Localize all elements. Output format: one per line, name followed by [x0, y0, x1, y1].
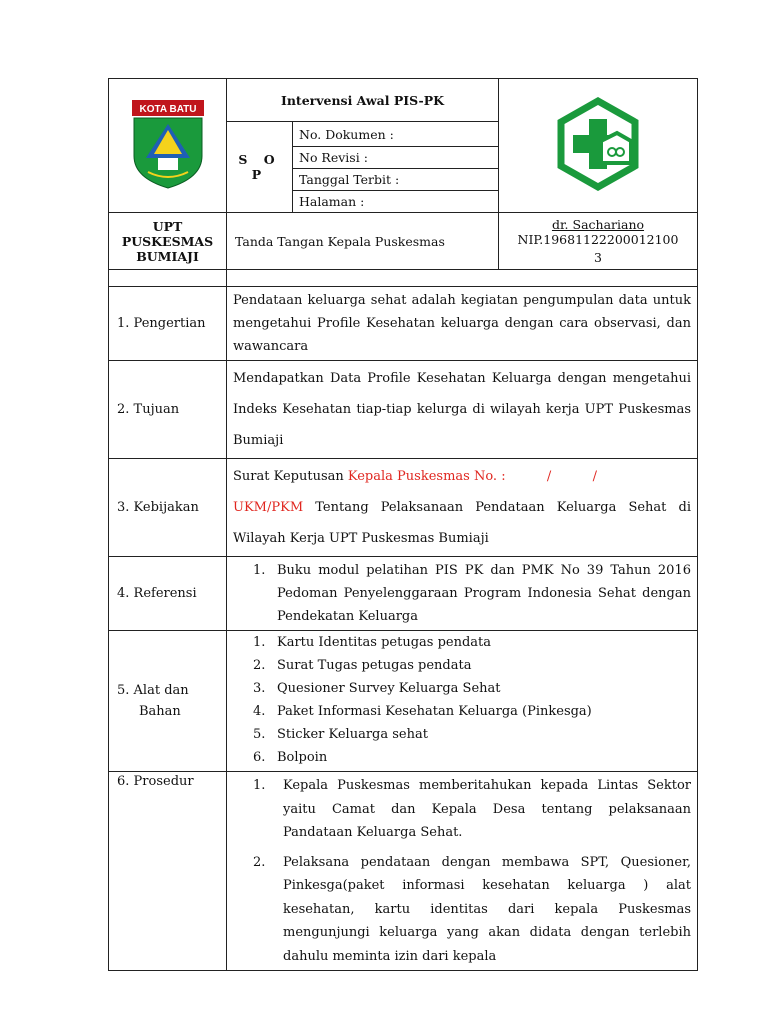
- section-text-referensi: [227, 557, 698, 631]
- puskesmas-cross-logo-icon: [551, 97, 645, 191]
- section-label-referensi: 4. Referensi: [109, 557, 227, 631]
- list-item-number: 4.: [253, 704, 266, 719]
- alat-label-line-2: Bahan: [139, 704, 181, 719]
- list-item-number: 1.: [253, 563, 266, 578]
- sop-label: S O P: [227, 122, 293, 213]
- kota-batu-logo-cell: [109, 79, 227, 213]
- list-item-text: Quesioner Survey Keluarga Sehat: [277, 681, 501, 696]
- section-label-pengertian: 1. Pengertian: [109, 287, 227, 361]
- signatory-nip: NIP.19681122200012100: [517, 232, 679, 247]
- unit-line: UPT: [152, 218, 183, 234]
- list-item: [233, 654, 691, 677]
- sop-table: [108, 78, 698, 971]
- list-item-text: Pelaksana pendataan dengan membawa SPT, Quesioner, Pinkesga(paket informasi kesehatan keluarga ) alat kesehatan, kartu identitas dari kepala Puskesmas mengunjungi keluarga yang akan didata dengan terlebih dahulu meminta izin dari kepala: [283, 854, 691, 964]
- list-item-text: Sticker Keluarga sehat: [277, 727, 428, 742]
- meta-no-dokumen: No. Dokumen :: [293, 122, 499, 147]
- section-text-tujuan: Mendapatkan Data Profile Kesehatan Keluarga dengan mengetahui Indeks Kesehatan tiap-tiap kelurga di wilayah kerja UPT Puskesmas Bumiaji: [227, 361, 698, 459]
- spacer-cell: [227, 270, 698, 287]
- list-item: [233, 774, 691, 845]
- list-item-text: Kepala Puskesmas memberitahukan kepada Lintas Sektor yaitu Camat dan Kepala Desa tentang pelaksanaan Pandataan Keluarga Sehat.: [283, 778, 691, 840]
- sop-document: [108, 78, 697, 964]
- section-label-kebijakan: 3. Kebijakan: [109, 459, 227, 557]
- kebijakan-text-a: Surat Keputusan: [233, 469, 348, 484]
- list-item: [233, 746, 691, 769]
- signatory-nip-tail: 3: [594, 250, 602, 265]
- list-item: [233, 559, 691, 628]
- unit-line: BUMIAJI: [136, 248, 199, 264]
- referensi-list: [233, 559, 691, 628]
- puskesmas-logo-cell: [499, 79, 698, 213]
- list-item-number: 2.: [253, 658, 266, 673]
- list-item: [233, 677, 691, 700]
- section-text-pengertian: Pendataan keluarga sehat adalah kegiatan pengumpulan data untuk mengetahui Profile Kesehatan keluarga dengan cara observasi, dan wawancara: [227, 287, 698, 361]
- list-item-number: 3.: [253, 681, 266, 696]
- list-item-text: Bolpoin: [277, 750, 328, 765]
- list-item: [233, 631, 691, 654]
- meta-tanggal-terbit: Tanggal Terbit :: [293, 169, 499, 191]
- unit-name: [109, 213, 227, 270]
- section-label-tujuan: 2. Tujuan: [109, 361, 227, 459]
- list-item-text: Kartu Identitas petugas pendata: [277, 635, 492, 650]
- list-item: [233, 851, 691, 969]
- kota-batu-emblem-icon: [128, 98, 208, 190]
- sop-title: Intervensi Awal PIS-PK: [227, 79, 499, 122]
- list-item-text: Buku modul pelatihan PIS PK dan PMK No 39 Tahun 2016 Pedoman Penyelenggaraan Program Indonesia Sehat dengan Pendekatan Keluarga: [277, 563, 691, 624]
- kebijakan-red-text-2: UKM/PKM: [233, 500, 304, 515]
- meta-no-revisi: No Revisi :: [293, 147, 499, 169]
- list-item-number: 1.: [253, 635, 266, 650]
- list-item: [233, 723, 691, 746]
- signatory: [499, 213, 698, 270]
- alat-list: [233, 631, 691, 769]
- prosedur-list: [233, 774, 691, 968]
- spacer-cell: [109, 270, 227, 287]
- list-item-text: Paket Informasi Kesehatan Keluarga (Pinkesga): [277, 704, 592, 719]
- section-text-prosedur: [227, 772, 698, 971]
- signatory-name: dr. Sachariano: [551, 217, 645, 232]
- list-item-number: 6.: [253, 750, 266, 765]
- alat-label-line-1: 5. Alat dan: [117, 683, 189, 698]
- list-item-number: 1.: [253, 778, 266, 793]
- list-item-text: Surat Tugas petugas pendata: [277, 658, 472, 673]
- section-text-kebijakan: [227, 459, 698, 557]
- list-item-number: 5.: [253, 727, 266, 742]
- list-item-number: 2.: [253, 854, 266, 870]
- meta-halaman: Halaman :: [293, 191, 499, 213]
- section-text-alat: [227, 631, 698, 772]
- list-item: [233, 700, 691, 723]
- logo-text: KOTA BATU: [138, 103, 197, 115]
- signature-label: Tanda Tangan Kepala Puskesmas: [227, 213, 499, 270]
- unit-line: PUSKESMAS: [121, 233, 214, 249]
- section-label-alat: [109, 631, 227, 772]
- kebijakan-red-text-1: Kepala Puskesmas No. : / /: [347, 469, 597, 484]
- kebijakan-text-b: Tentang Pelaksanaan Pendataan Keluarga Sehat di Wilayah Kerja UPT Puskesmas Bumiaji: [233, 500, 691, 546]
- section-label-prosedur: 6. Prosedur: [109, 772, 227, 971]
